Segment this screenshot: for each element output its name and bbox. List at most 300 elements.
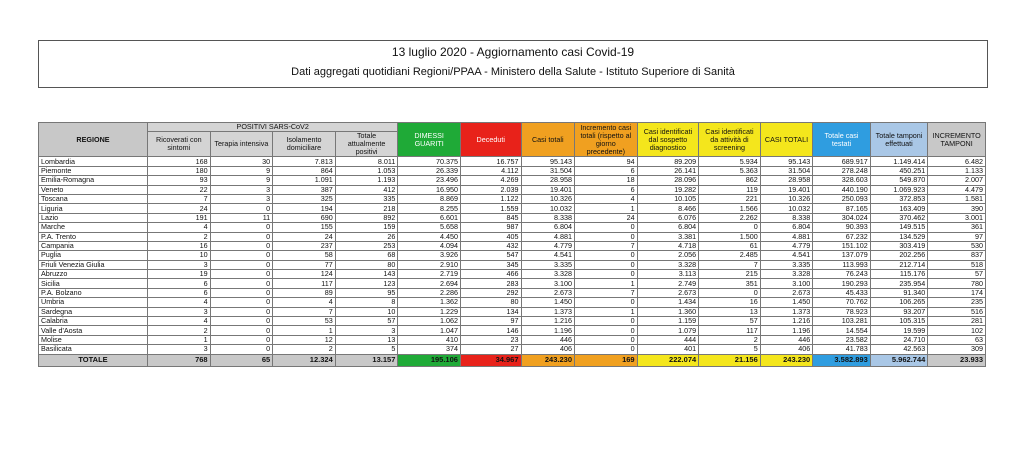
- value-cell: 6.804: [637, 223, 699, 232]
- region-name-cell: Calabria: [39, 317, 148, 326]
- table-row: [39, 157, 986, 166]
- value-cell: 93.207: [870, 307, 928, 316]
- value-cell: 235.954: [870, 279, 928, 288]
- value-cell: 90.393: [813, 223, 871, 232]
- value-cell: 780: [928, 279, 986, 288]
- total-value-cell: 222.074: [637, 354, 699, 366]
- value-cell: 0: [699, 288, 761, 297]
- value-cell: 0: [210, 223, 273, 232]
- value-cell: 351: [699, 279, 761, 288]
- value-cell: 4.541: [760, 251, 812, 260]
- value-cell: 8.869: [398, 194, 461, 203]
- value-cell: 22: [148, 185, 211, 194]
- value-cell: 0: [210, 232, 273, 241]
- value-cell: 4.450: [398, 232, 461, 241]
- value-cell: 444: [637, 335, 699, 344]
- value-cell: 3.328: [637, 260, 699, 269]
- value-cell: 2.694: [398, 279, 461, 288]
- value-cell: 2.056: [637, 251, 699, 260]
- header-region: REGIONE: [39, 123, 148, 157]
- value-cell: 0: [210, 251, 273, 260]
- covid-regional-table: [38, 122, 986, 367]
- value-cell: 1.062: [398, 317, 461, 326]
- value-cell: 410: [398, 335, 461, 344]
- table-row: [39, 213, 986, 222]
- value-cell: 68: [335, 251, 398, 260]
- value-cell: 13: [699, 307, 761, 316]
- value-cell: 93: [148, 176, 211, 185]
- value-cell: 2.673: [521, 288, 575, 297]
- value-cell: 450.251: [870, 166, 928, 175]
- value-cell: 0: [210, 204, 273, 213]
- value-cell: 102: [928, 326, 986, 335]
- value-cell: 0: [210, 288, 273, 297]
- value-cell: 0: [210, 298, 273, 307]
- value-cell: 3.926: [398, 251, 461, 260]
- value-cell: 283: [460, 279, 521, 288]
- value-cell: 0: [575, 270, 638, 279]
- value-cell: 862: [699, 176, 761, 185]
- value-cell: 530: [928, 241, 986, 250]
- value-cell: 76.243: [813, 270, 871, 279]
- value-cell: 466: [460, 270, 521, 279]
- value-cell: 361: [928, 223, 986, 232]
- table-row: [39, 298, 986, 307]
- region-name-cell: Basilicata: [39, 345, 148, 354]
- value-cell: 124: [273, 270, 336, 279]
- header-incremento-tamponi: INCREMENTO TAMPONI: [928, 123, 986, 157]
- table-row: [39, 345, 986, 354]
- value-cell: 174: [928, 288, 986, 297]
- value-cell: 80: [335, 260, 398, 269]
- value-cell: 4: [273, 298, 336, 307]
- value-cell: 0: [210, 279, 273, 288]
- value-cell: 0: [210, 270, 273, 279]
- table-row: [39, 176, 986, 185]
- value-cell: 1.133: [928, 166, 986, 175]
- value-cell: 26: [335, 232, 398, 241]
- value-cell: 4.881: [760, 232, 812, 241]
- value-cell: 123: [335, 279, 398, 288]
- value-cell: 845: [460, 213, 521, 222]
- value-cell: 151.102: [813, 241, 871, 250]
- value-cell: 1.216: [521, 317, 575, 326]
- value-cell: 57: [699, 317, 761, 326]
- value-cell: 95: [335, 288, 398, 297]
- value-cell: 3.381: [637, 232, 699, 241]
- value-cell: 516: [928, 307, 986, 316]
- table-row: [39, 260, 986, 269]
- value-cell: 372.853: [870, 194, 928, 203]
- value-cell: 1.566: [699, 204, 761, 213]
- value-cell: 89: [273, 288, 336, 297]
- header-incremento-casi: Incremento casi totali (rispetto al giorno precedente): [575, 123, 638, 157]
- value-cell: 0: [575, 326, 638, 335]
- value-cell: 18: [575, 176, 638, 185]
- value-cell: 212.714: [870, 260, 928, 269]
- value-cell: 2.485: [699, 251, 761, 260]
- value-cell: 837: [928, 251, 986, 260]
- value-cell: 5.658: [398, 223, 461, 232]
- value-cell: 95.143: [521, 157, 575, 166]
- value-cell: 3.335: [760, 260, 812, 269]
- value-cell: 5: [699, 345, 761, 354]
- value-cell: 27: [460, 345, 521, 354]
- region-name-cell: Piemonte: [39, 166, 148, 175]
- value-cell: 41.783: [813, 345, 871, 354]
- value-cell: 304.024: [813, 213, 871, 222]
- value-cell: 23.496: [398, 176, 461, 185]
- value-cell: 117: [273, 279, 336, 288]
- value-cell: 19.401: [521, 185, 575, 194]
- value-cell: 94: [575, 157, 638, 166]
- value-cell: 0: [575, 298, 638, 307]
- value-cell: 45.433: [813, 288, 871, 297]
- value-cell: 6: [575, 166, 638, 175]
- value-cell: 2: [148, 232, 211, 241]
- region-name-cell: P.A. Trento: [39, 232, 148, 241]
- value-cell: 134.529: [870, 232, 928, 241]
- value-cell: 4: [148, 223, 211, 232]
- value-cell: 4: [148, 298, 211, 307]
- region-name-cell: Sardegna: [39, 307, 148, 316]
- header-terapia-intensiva: Terapia intensiva: [210, 132, 273, 157]
- value-cell: 103.281: [813, 317, 871, 326]
- value-cell: 4.479: [928, 185, 986, 194]
- value-cell: 0: [575, 251, 638, 260]
- table-row: [39, 241, 986, 250]
- value-cell: 31.504: [521, 166, 575, 175]
- value-cell: 4.881: [521, 232, 575, 241]
- value-cell: 11: [210, 213, 273, 222]
- value-cell: 30: [210, 157, 273, 166]
- header-positivi-group: POSITIVI SARS-CoV2: [148, 123, 398, 132]
- header-ricoverati: Ricoverati con sintomi: [148, 132, 211, 157]
- value-cell: 4.718: [637, 241, 699, 250]
- value-cell: 87.165: [813, 204, 871, 213]
- value-cell: 149.515: [870, 223, 928, 232]
- header-isolamento: Isolamento domiciliare: [273, 132, 336, 157]
- value-cell: 9: [210, 176, 273, 185]
- value-cell: 0: [210, 317, 273, 326]
- value-cell: 335: [335, 194, 398, 203]
- value-cell: 237: [273, 241, 336, 250]
- value-cell: 218: [335, 204, 398, 213]
- region-name-cell: Lombardia: [39, 157, 148, 166]
- value-cell: 28.096: [637, 176, 699, 185]
- header-tamponi: Totale tamponi effettuati: [870, 123, 928, 157]
- value-cell: 23.582: [813, 335, 871, 344]
- value-cell: 14.554: [813, 326, 871, 335]
- value-cell: 292: [460, 288, 521, 297]
- value-cell: 446: [521, 335, 575, 344]
- value-cell: 70.375: [398, 157, 461, 166]
- value-cell: 134: [460, 307, 521, 316]
- value-cell: 26.141: [637, 166, 699, 175]
- total-value-cell: 5.962.744: [870, 354, 928, 366]
- value-cell: 0: [210, 260, 273, 269]
- value-cell: 987: [460, 223, 521, 232]
- value-cell: 406: [521, 345, 575, 354]
- value-cell: 13: [335, 335, 398, 344]
- region-name-cell: Puglia: [39, 251, 148, 260]
- table-row: [39, 185, 986, 194]
- region-name-cell: Sicilia: [39, 279, 148, 288]
- value-cell: 16.757: [460, 157, 521, 166]
- value-cell: 3.001: [928, 213, 986, 222]
- total-value-cell: 195.106: [398, 354, 461, 366]
- value-cell: 6.804: [521, 223, 575, 232]
- value-cell: 117: [699, 326, 761, 335]
- value-cell: 3: [335, 326, 398, 335]
- region-name-cell: Abruzzo: [39, 270, 148, 279]
- value-cell: 31.504: [760, 166, 812, 175]
- value-cell: 10: [148, 251, 211, 260]
- header-casi-testati: Totale casi testati: [813, 123, 871, 157]
- value-cell: 95.143: [760, 157, 812, 166]
- value-cell: 57: [928, 270, 986, 279]
- value-cell: 1.091: [273, 176, 336, 185]
- value-cell: 6.804: [760, 223, 812, 232]
- value-cell: 2.673: [637, 288, 699, 297]
- value-cell: 10.032: [521, 204, 575, 213]
- value-cell: 16: [148, 241, 211, 250]
- value-cell: 3: [148, 260, 211, 269]
- value-cell: 250.093: [813, 194, 871, 203]
- value-cell: 6: [575, 185, 638, 194]
- total-value-cell: 12.324: [273, 354, 336, 366]
- value-cell: 1.229: [398, 307, 461, 316]
- region-name-cell: Veneto: [39, 185, 148, 194]
- value-cell: 406: [760, 345, 812, 354]
- table-row: [39, 279, 986, 288]
- report-title: 13 luglio 2020 - Aggiornamento casi Covid-19: [391, 45, 635, 59]
- value-cell: 1: [148, 335, 211, 344]
- total-value-cell: 21.156: [699, 354, 761, 366]
- value-cell: 91.340: [870, 288, 928, 297]
- value-cell: 7: [575, 288, 638, 297]
- value-cell: 325: [273, 194, 336, 203]
- header-deceduti: Deceduti: [460, 123, 521, 157]
- total-value-cell: 169: [575, 354, 638, 366]
- value-cell: 1.193: [335, 176, 398, 185]
- value-cell: 0: [575, 345, 638, 354]
- value-cell: 202.256: [870, 251, 928, 260]
- value-cell: 2.719: [398, 270, 461, 279]
- value-cell: 2: [273, 345, 336, 354]
- value-cell: 63: [928, 335, 986, 344]
- value-cell: 4.779: [760, 241, 812, 250]
- value-cell: 2.007: [928, 176, 986, 185]
- header-dimessi-guariti: DIMESSI GUARITI: [398, 123, 461, 157]
- value-cell: 97: [928, 232, 986, 241]
- value-cell: 0: [699, 223, 761, 232]
- value-cell: 1.196: [521, 326, 575, 335]
- region-name-cell: Molise: [39, 335, 148, 344]
- table-row: [39, 317, 986, 326]
- value-cell: 6: [148, 288, 211, 297]
- value-cell: 892: [335, 213, 398, 222]
- value-cell: 412: [335, 185, 398, 194]
- region-name-cell: Campania: [39, 241, 148, 250]
- region-name-cell: Marche: [39, 223, 148, 232]
- value-cell: 3.335: [521, 260, 575, 269]
- table-row: [39, 194, 986, 203]
- table-row: [39, 223, 986, 232]
- value-cell: 10: [335, 307, 398, 316]
- value-cell: 1: [575, 279, 638, 288]
- value-cell: 19.282: [637, 185, 699, 194]
- value-cell: 24.710: [870, 335, 928, 344]
- value-cell: 0: [575, 223, 638, 232]
- header-casi-totali: Casi totali: [521, 123, 575, 157]
- value-cell: 61: [699, 241, 761, 250]
- value-cell: 390: [928, 204, 986, 213]
- value-cell: 58: [273, 251, 336, 260]
- report-subtitle: Dati aggregati quotidiani Regioni/PPAA - Ministero della Salute - Istituto Superiore di Sanità: [291, 66, 735, 78]
- value-cell: 309: [928, 345, 986, 354]
- value-cell: 7: [575, 241, 638, 250]
- value-cell: 2: [699, 335, 761, 344]
- value-cell: 1.360: [637, 307, 699, 316]
- value-cell: 0: [210, 307, 273, 316]
- header-attualmente-positivi: Totale attualmente positivi: [335, 132, 398, 157]
- value-cell: 0: [575, 335, 638, 344]
- value-cell: 8.338: [521, 213, 575, 222]
- value-cell: 106.265: [870, 298, 928, 307]
- value-cell: 8.466: [637, 204, 699, 213]
- value-cell: 8.011: [335, 157, 398, 166]
- value-cell: 19.599: [870, 326, 928, 335]
- value-cell: 12: [273, 335, 336, 344]
- value-cell: 24: [273, 232, 336, 241]
- value-cell: 194: [273, 204, 336, 213]
- total-value-cell: 34.967: [460, 354, 521, 366]
- value-cell: 19.401: [760, 185, 812, 194]
- value-cell: 8: [335, 298, 398, 307]
- value-cell: 3: [210, 185, 273, 194]
- region-name-cell: Valle d'Aosta: [39, 326, 148, 335]
- value-cell: 24: [148, 204, 211, 213]
- value-cell: 0: [575, 317, 638, 326]
- value-cell: 7: [699, 260, 761, 269]
- value-cell: 4.112: [460, 166, 521, 175]
- value-cell: 16.950: [398, 185, 461, 194]
- value-cell: 24: [575, 213, 638, 222]
- value-cell: 1.069.923: [870, 185, 928, 194]
- value-cell: 3.328: [521, 270, 575, 279]
- value-cell: 1.450: [760, 298, 812, 307]
- value-cell: 1.362: [398, 298, 461, 307]
- region-name-cell: Umbria: [39, 298, 148, 307]
- value-cell: 3.100: [521, 279, 575, 288]
- value-cell: 387: [273, 185, 336, 194]
- value-cell: 405: [460, 232, 521, 241]
- value-cell: 163.409: [870, 204, 928, 213]
- value-cell: 1.500: [699, 232, 761, 241]
- value-cell: 6.601: [398, 213, 461, 222]
- value-cell: 547: [460, 251, 521, 260]
- value-cell: 2: [148, 326, 211, 335]
- value-cell: 53: [273, 317, 336, 326]
- value-cell: 1.079: [637, 326, 699, 335]
- value-cell: 78.923: [813, 307, 871, 316]
- table-row: [39, 326, 986, 335]
- value-cell: 77: [273, 260, 336, 269]
- value-cell: 328.603: [813, 176, 871, 185]
- value-cell: 864: [273, 166, 336, 175]
- value-cell: 281: [928, 317, 986, 326]
- value-cell: 401: [637, 345, 699, 354]
- value-cell: 1.216: [760, 317, 812, 326]
- value-cell: 2.039: [460, 185, 521, 194]
- total-value-cell: 768: [148, 354, 211, 366]
- value-cell: 0: [210, 326, 273, 335]
- table-row: [39, 166, 986, 175]
- table-row: [39, 288, 986, 297]
- total-row: [39, 354, 986, 366]
- value-cell: 97: [460, 317, 521, 326]
- value-cell: 1.196: [760, 326, 812, 335]
- value-cell: 191: [148, 213, 211, 222]
- value-cell: 1.149.414: [870, 157, 928, 166]
- value-cell: 690: [273, 213, 336, 222]
- value-cell: 4.779: [521, 241, 575, 250]
- value-cell: 6: [148, 279, 211, 288]
- header-casi-totali-2: CASI TOTALI: [760, 123, 812, 157]
- value-cell: 345: [460, 260, 521, 269]
- total-value-cell: 23.933: [928, 354, 986, 366]
- value-cell: 253: [335, 241, 398, 250]
- value-cell: 8.255: [398, 204, 461, 213]
- value-cell: 4: [148, 317, 211, 326]
- value-cell: 10.326: [521, 194, 575, 203]
- value-cell: 0: [575, 260, 638, 269]
- value-cell: 4.094: [398, 241, 461, 250]
- value-cell: 7: [148, 194, 211, 203]
- region-name-cell: Emilia-Romagna: [39, 176, 148, 185]
- value-cell: 1.122: [460, 194, 521, 203]
- value-cell: 42.563: [870, 345, 928, 354]
- value-cell: 4: [575, 194, 638, 203]
- value-cell: 0: [210, 335, 273, 344]
- value-cell: 1.373: [521, 307, 575, 316]
- value-cell: 3.113: [637, 270, 699, 279]
- value-cell: 115.176: [870, 270, 928, 279]
- value-cell: 1: [575, 204, 638, 213]
- value-cell: 105.315: [870, 317, 928, 326]
- value-cell: 113.993: [813, 260, 871, 269]
- table-row: [39, 232, 986, 241]
- value-cell: 3.328: [760, 270, 812, 279]
- value-cell: 1.047: [398, 326, 461, 335]
- value-cell: 146: [460, 326, 521, 335]
- value-cell: 303.419: [870, 241, 928, 250]
- total-value-cell: 243.230: [521, 354, 575, 366]
- region-name-cell: P.A. Bolzano: [39, 288, 148, 297]
- value-cell: 70.762: [813, 298, 871, 307]
- value-cell: 26.339: [398, 166, 461, 175]
- total-label: TOTALE: [39, 354, 148, 366]
- value-cell: 10.032: [760, 204, 812, 213]
- value-cell: 89.209: [637, 157, 699, 166]
- value-cell: 1.434: [637, 298, 699, 307]
- value-cell: 28.958: [760, 176, 812, 185]
- value-cell: 446: [760, 335, 812, 344]
- value-cell: 190.293: [813, 279, 871, 288]
- table-row: [39, 204, 986, 213]
- value-cell: 67.232: [813, 232, 871, 241]
